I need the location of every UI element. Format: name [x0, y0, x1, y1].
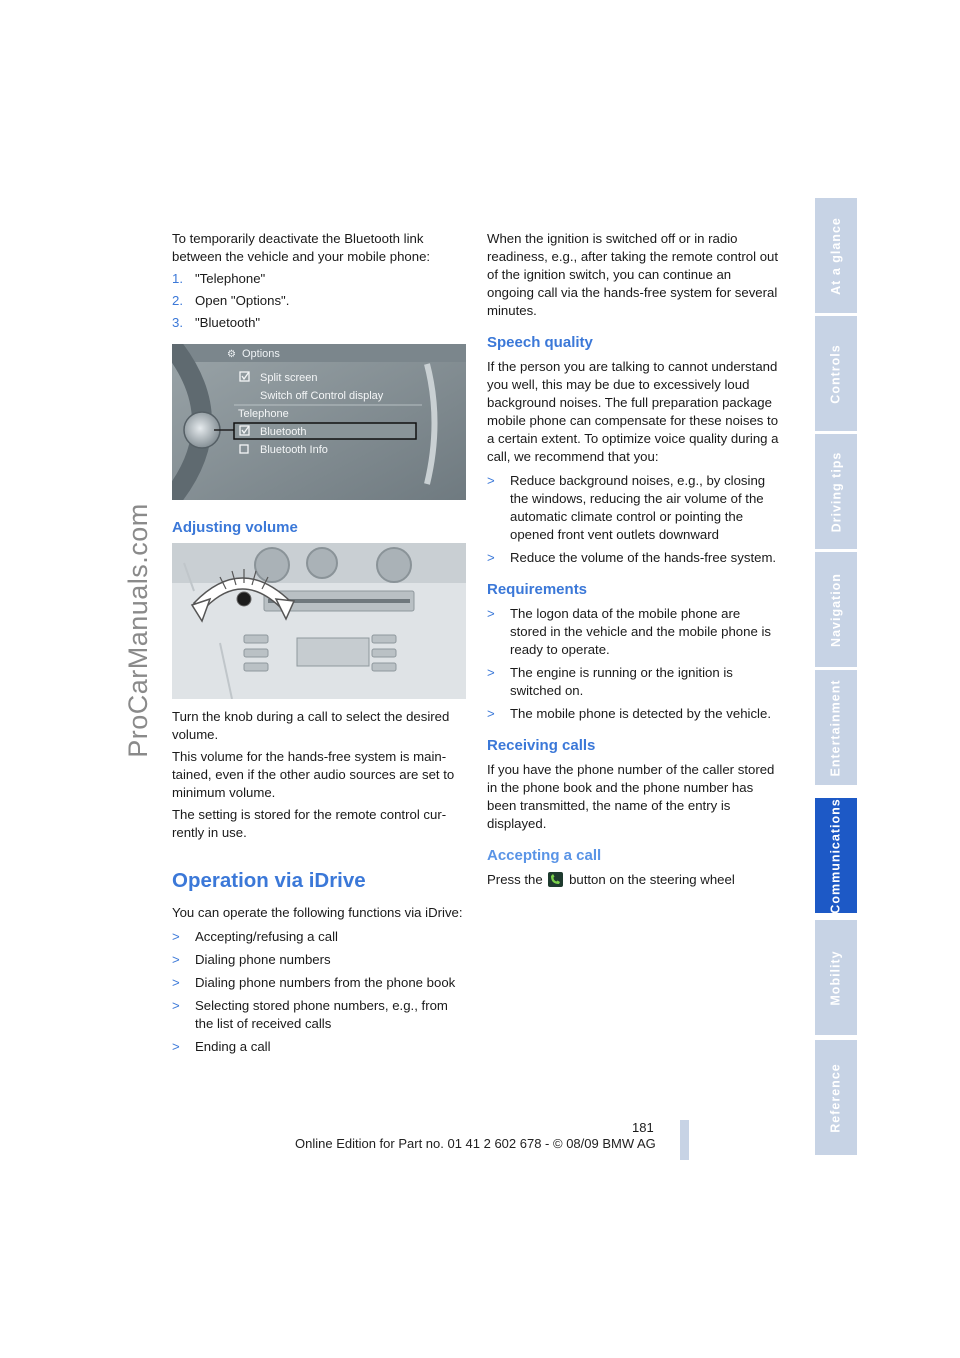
list-item: > The engine is running or the ignition is switched on.: [487, 665, 733, 698]
requirements-heading: Requirements: [487, 581, 588, 598]
list-item: > Dialing phone numbers: [172, 952, 331, 967]
speech-list: [487, 472, 779, 567]
step-text: Open "Options".: [195, 293, 290, 308]
step-1: [172, 270, 464, 288]
list-item: > Selecting stored phone numbers, e.g., from the list of received calls: [172, 998, 448, 1031]
screen-item-switch-off: Switch off Control display: [260, 390, 384, 402]
step-text: "Telephone": [195, 271, 266, 286]
operation-idrive-heading: Operation via iDrive: [172, 869, 366, 892]
step-number: 3.: [172, 315, 183, 330]
step-number: 1.: [172, 271, 183, 286]
speech-text: If the person you are talking to cannot understand you well, this may be due to excessively loud background noises. The full preparation package mobile phone can compensate for these noises to a certain extent. To optimize voice quality during a call, we recommend that you:: [487, 359, 779, 464]
list-item: > Accepting/refusing a call: [172, 929, 338, 944]
chapter-sidebar: [815, 198, 857, 1160]
screen-item-bluetooth-info: Bluetooth Info: [260, 444, 328, 456]
page-number-bar: [680, 1120, 689, 1160]
step-number: 2.: [172, 293, 183, 308]
options-screen-image: [172, 344, 466, 505]
sidebar-tab-communications[interactable]: Communications: [815, 798, 857, 916]
accepting-call-heading: Accepting a call: [487, 847, 602, 864]
page-number: 181: [632, 1120, 654, 1135]
sidebar-tab-driving-tips[interactable]: Driving tips: [815, 434, 857, 552]
step-2: [172, 292, 464, 310]
screen-item-bluetooth: Bluetooth: [260, 426, 307, 438]
list-item: > Reduce background noises, e.g., by closing the windows, reducing the air volume of the automatic climate control or pointing the opened front vent outlets downward: [487, 473, 766, 542]
sidebar-tab-entertainment[interactable]: Entertainment: [815, 670, 857, 788]
svg-text:⚙: ⚙: [227, 349, 236, 360]
sidebar-tab-navigation[interactable]: Navigation: [815, 552, 857, 670]
intro-text: To temporarily deactivate the Bluetooth link between the vehicle and your mobile phone:: [172, 231, 431, 264]
right-column: [487, 230, 779, 893]
list-item: > Dialing phone numbers from the phone book: [172, 975, 456, 990]
screen-item-split: Split screen: [260, 372, 318, 384]
sidebar-tab-reference[interactable]: Reference: [815, 1040, 857, 1158]
receiving-text: If you have the phone number of the caller stored in the phone book and the phone number has been transmitted, the name of the entry is displayed.: [487, 762, 775, 831]
list-item: > The logon data of the mobile phone are stored in the vehicle and the mobile phone is ready to operate.: [487, 606, 771, 657]
ignition-text: When the ignition is switched off or in radio readiness, e.g., after taking the remote control out of the ignition switch, you can continue an ongoing call via the hands-free system for several minutes.: [487, 231, 779, 318]
watermark: ProCarManuals.com: [122, 502, 153, 758]
phone-button-icon: [548, 872, 563, 887]
screen-item-telephone: Telephone: [238, 408, 289, 420]
adjusting-volume-heading: Adjusting volume: [172, 519, 298, 536]
left-column: [172, 230, 464, 1061]
speech-quality-heading: Speech quality: [487, 334, 593, 351]
adjusting-text-3: The setting is stored for the remote control currently in use.: [172, 807, 447, 840]
adjusting-text-2: This volume for the hands-free system is maintained, even if the other audio sources are set to minimum volume.: [172, 749, 455, 800]
screen-title: Options: [242, 348, 280, 360]
volume-knob-image: [172, 543, 466, 704]
receiving-calls-heading: Receiving calls: [487, 737, 596, 754]
step-3: [172, 314, 464, 332]
list-item: > Ending a call: [172, 1039, 271, 1054]
accepting-text: Press the button on the steering wheel: [487, 872, 735, 887]
adjusting-text-1: Turn the knob during a call to select the desired volume.: [172, 709, 450, 742]
requirements-list: [487, 605, 779, 723]
step-text: "Bluetooth": [195, 315, 261, 330]
volume-knob-svg: [172, 543, 466, 699]
sidebar-tab-mobility[interactable]: Mobility: [815, 920, 857, 1038]
sidebar-tab-controls[interactable]: Controls: [815, 316, 857, 434]
sidebar-tab-at-a-glance[interactable]: At a glance: [815, 198, 857, 316]
list-item: > Reduce the volume of the hands-free system.: [487, 550, 777, 565]
list-item: > The mobile phone is detected by the vehicle.: [487, 706, 771, 721]
footer-text: Online Edition for Part no. 01 41 2 602 678 - © 08/09 BMW AG: [295, 1136, 656, 1151]
idrive-list: [172, 928, 464, 1056]
idrive-intro: You can operate the following functions via iDrive:: [172, 905, 463, 920]
options-screen-svg: [172, 344, 466, 500]
